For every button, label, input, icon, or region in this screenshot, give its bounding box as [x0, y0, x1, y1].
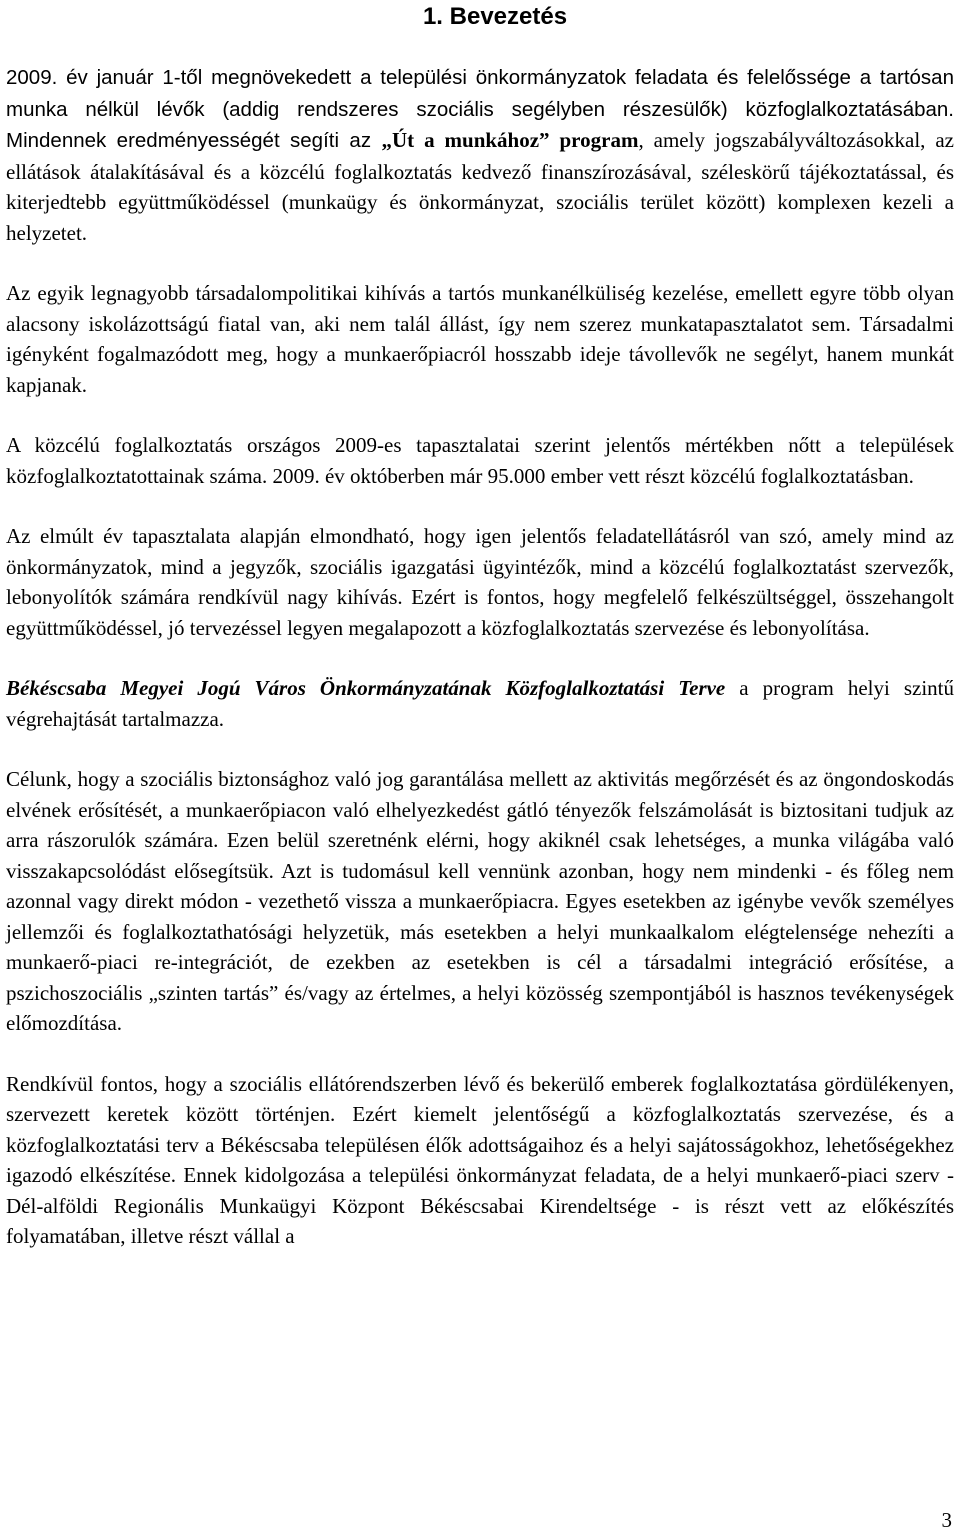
- plan-title: Békéscsaba Megyei Jogú Város Önkormányzatának Közfoglalkoztatási Terve: [6, 676, 726, 700]
- paragraph-plan: [6, 673, 954, 734]
- document-page: [6, 0, 954, 1282]
- paragraph-statistics: A közcélú foglalkoztatás országos 2009-es tapasztalatai szerint jelentős mértékben nőtt a települések közfoglalkoztatottainak száma. 2009. év októberben már 95.000 ember vett részt közcélú foglalkoztatásban.: [6, 433, 954, 488]
- program-name: „Út a munkához” program: [381, 128, 639, 152]
- page-number: 3: [941, 1508, 952, 1532]
- intro-sans-text: 2009. év január 1-től megnövekedett a települési önkormányzatok feladata és felelőssége a tartósan munka nélkül lévők (addig rendszeres szociális segélyben részesülők) közfoglalkoztatásában.: [6, 66, 954, 121]
- intro-rest: , amely jogszabályváltozásokkal, az ellátások átalakításával és a közcélú foglalkoztatás kedvező finanszírozásával, széleskörű tájékoztatással, és kiterjedtebb együttműködéssel (munkaügy és önkormányzat, szociális terület között) komplexen kezeli a helyzetet.: [6, 128, 954, 245]
- paragraph-experience: Az elmúlt év tapasztalata alapján elmondható, hogy igen jelentős feladatellátásról van szó, amely mind az önkormányzatok, mind a jegyzők, szociális igazgatási ügyintézők, mind a közcélú foglalkoztatást szervezők, lebonyolítók számára rendkívül nagy kihívás. Ezért is fontos, hogy megfelelő felkészültséggel, összehangolt együttműködéssel, jó tervezéssel legyen megalapozott a közfoglalkoztatás szervezése és lebonyolítása.: [6, 524, 954, 640]
- paragraph-intro: [6, 62, 954, 248]
- section-heading: 1. Bevezetés: [422, 3, 568, 30]
- intro-sans-text-2: Mindennek eredményességét segíti az: [6, 129, 382, 152]
- paragraph-goals: Célunk, hogy a szociális biztonsághoz való jog garantálása mellett az aktivitás megőrzését és az öngondoskodás elvének erősítését, a munkaerőpiacon való elhelyezkedést gátló tényezők felszámolását is biztositani tudjuk az arra rászorulók számára. Ezen belül szeretnénk elérni, hogy akiknél csak lehetséges, a munka világába való visszakapcsolódást elősegítsük. Azt is tudomásul kell vennünk azonban, hogy nem mindenki - és főleg nem azonnal vagy direkt módon - vezethető vissza a munkaerőpiacra. Egyes esetekben az igénybe vevők személyes jellemzői és foglalkoztathatósági helyzetük, más esetekben a helyi munkaalkalom elégtelensége nehezíti a munkaerő-piaci re-integrációt, de ezekben az esetekben is cél a társadalmi integráció erősítése, a pszichoszociális „szinten tartás” és/vagy az értelmes, a helyi közösség szempontjából is hasznos tevékenységek előmozdítása.: [6, 767, 954, 1035]
- paragraph-importance: Rendkívül fontos, hogy a szociális ellátórendszerben lévő és bekerülő emberek foglalkoztatása gördülékenyen, szervezett keretek között történjen. Ezért kiemelt jelentőségű a közfoglalkoztatás szervezése, és a közfoglalkoztatási terv a Békéscsaba településen élők adottságaihoz és a helyi sajátosságokhoz, lehetőségekhez igazodó elkészítése. Ennek kidolgozása a települési önkormányzat feladata, de a helyi munkaerő-piaci szerv - Dél-alföldi Regionális Munkaügyi Központ Békéscsabai Kirendeltsége - is részt vett az előkészítés folyamatában, illetve részt vállal a: [6, 1071, 954, 1248]
- paragraph-challenge: Az egyik legnagyobb társadalompolitikai kihívás a tartós munkanélküliség kezelése, emellett egyre több olyan alacsony iskolázottságú fiatal van, aki nem talál állást, így nem szerez munkatapasztalatot sem. Társadalmi igényként fogalmazódott meg, hogy a munkaerőpiacról hosszabb ideje távollevők ne segélyt, hanem munkát kapjanak.: [6, 281, 954, 397]
- plan-rest: a program helyi szintű végrehajtását tartalmazza.: [6, 676, 954, 731]
